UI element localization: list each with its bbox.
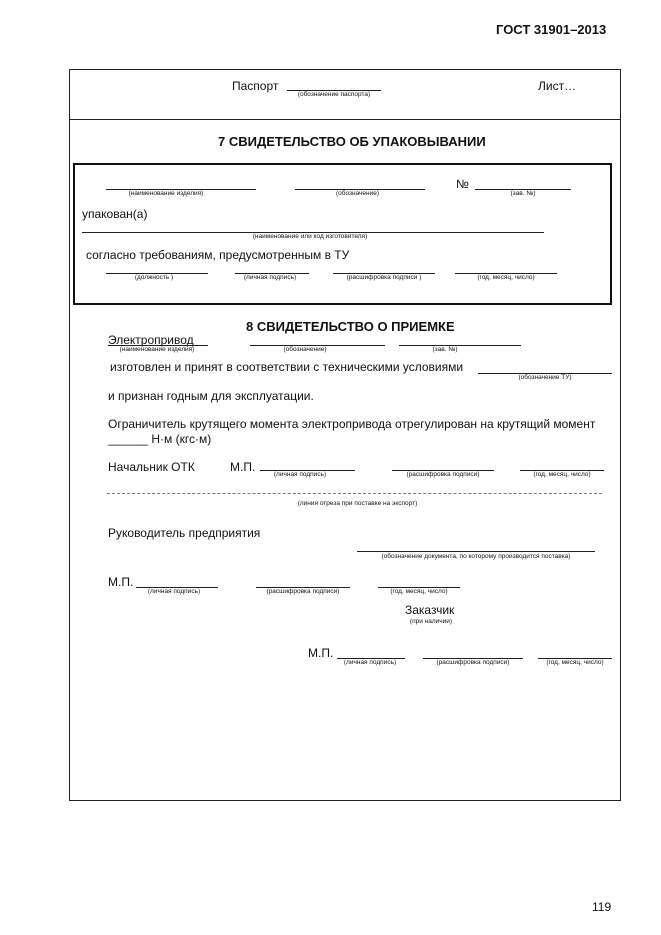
cap-otk-signature: (личная подпись)	[273, 471, 327, 478]
cap-date: (год, месяц, число)	[477, 274, 535, 281]
customer-label: Заказчик	[405, 603, 455, 617]
cap-serial: (зав. №)	[510, 190, 536, 197]
page-number: 119	[592, 900, 612, 914]
number-sign: №	[456, 177, 469, 191]
limiter-text-1: Ограничитель крутящего момента электропривода отрегулирован на крутящий момент	[108, 417, 596, 431]
section7-title: 7 СВИДЕТЕЛЬСТВО ОБ УПАКОВЫВАНИИ	[218, 134, 486, 149]
cap-designation-8: (обозначение)	[283, 346, 327, 353]
section8-title: 8 СВИДЕТЕЛЬСТВО О ПРИЕМКЕ	[246, 319, 455, 334]
mp-otk: М.П.	[230, 460, 256, 474]
cap-product-name: (наименование изделия)	[128, 190, 204, 197]
passport-caption: (обозначение паспорта)	[297, 91, 371, 98]
sheet-label: Лист…	[538, 79, 577, 93]
otk-head-label: Начальник ОТК	[108, 460, 195, 474]
standard-designation: ГОСТ 31901–2013	[496, 22, 607, 37]
packed-label: упакован(а)	[82, 207, 148, 221]
cap-position: (должность )	[134, 274, 174, 281]
cap-product-name-8: (наименование изделия)	[119, 346, 195, 353]
limiter-text-2: ______ Н·м (кгс·м)	[108, 432, 212, 446]
cap-if-present: (при наличии)	[409, 618, 453, 625]
enterprise-head-label: Руководитель предприятия	[108, 526, 261, 540]
passport-label: Паспорт	[232, 79, 279, 93]
cap-supply-doc: (обозначение документа, по которому производится поставка)	[381, 553, 571, 560]
mp-enterprise: М.П.	[108, 575, 134, 589]
cap-customer-decoding: (расшифровка подписи)	[436, 659, 510, 666]
cap-decoding: (расшифровка подписи )	[346, 274, 422, 281]
cap-enterprise-decoding: (расшифровка подписи)	[266, 588, 340, 595]
manufactured-text: изготовлен и принят в соответствии с техническими условиями	[110, 360, 464, 374]
cap-otk-date: (год, месяц, число)	[533, 471, 591, 478]
cap-serial-8: (зав. №)	[432, 346, 458, 353]
cut-line-caption: (линия отреза при поставке на экспорт)	[297, 500, 418, 507]
cap-manufacturer: (наименование или код изготовителя)	[252, 233, 368, 240]
cap-enterprise-date: (год, месяц, число)	[390, 588, 448, 595]
cap-designation: (обозначение)	[335, 190, 380, 197]
cut-line	[107, 493, 602, 494]
mp-customer: М.П.	[308, 646, 334, 660]
product-name: Электропривод	[108, 333, 194, 347]
cap-otk-decoding: (расшифровка подписи)	[406, 471, 480, 478]
according-label: согласно требованиям, предусмотренным в ТУ	[86, 248, 350, 262]
cap-customer-signature: (личная подпись)	[343, 659, 397, 666]
cap-signature: (личная подпись)	[243, 274, 297, 281]
cap-enterprise-signature: (личная подпись)	[147, 588, 201, 595]
cap-customer-date: (год, месяц, число)	[546, 659, 604, 666]
cap-tu: (обозначение ТУ)	[518, 374, 572, 381]
header-divider	[69, 119, 620, 120]
supply-doc-field[interactable]	[357, 551, 595, 552]
fit-text: и признан годным для эксплуатации.	[108, 389, 314, 403]
